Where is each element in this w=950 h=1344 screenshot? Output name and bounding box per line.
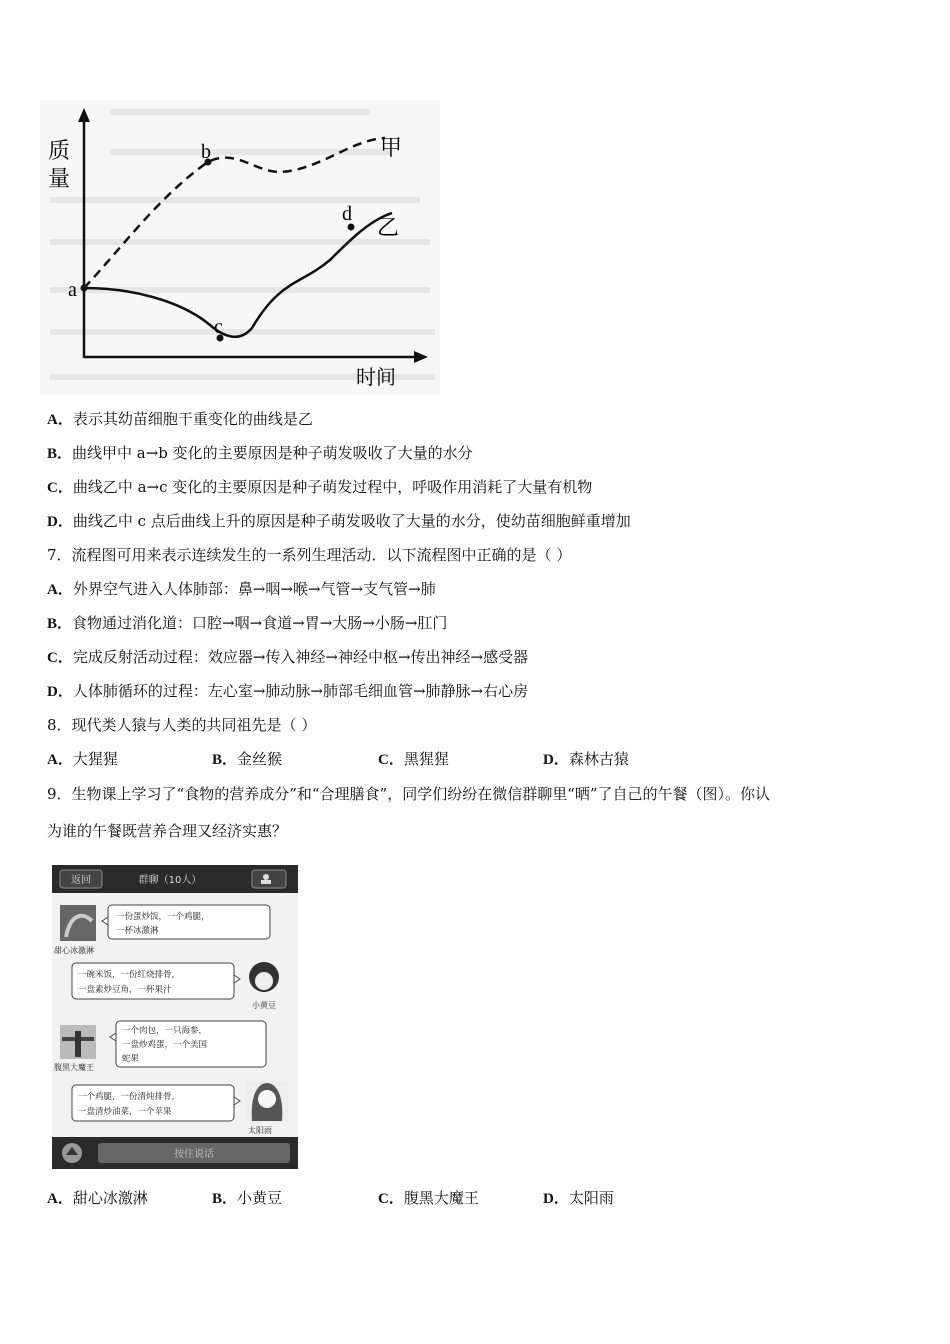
q9-option-c: C．腹黑大魔王: [378, 1189, 479, 1207]
q8-option-c: C．黑猩猩: [378, 750, 449, 768]
bubble-3-line-2: 一盘炒鸡蛋，一个美国: [122, 1040, 208, 1050]
q9-stem-line1: 9．生物课上学习了“食物的营养成分”和“合理膳食”，同学们纷纷在微信群聊里“晒”了自己的午餐（图）。你认: [47, 785, 771, 803]
q9-option-b: B．小黄豆: [212, 1189, 283, 1207]
q7-option-c: C．完成反射活动过程：效应器→传入神经→神经中枢→传出神经→感受器: [47, 648, 529, 666]
q6-option-d: D．曲线乙中 c 点后曲线上升的原因是种子萌发吸收了大量的水分，使幼苗细胞鲜重增加: [47, 512, 631, 530]
q7-option-d: D．人体肺循环的过程：左心室→肺动脉→肺部毛细血管→肺静脉→右心房: [47, 682, 529, 700]
q9-option-a: A．甜心冰激淋: [47, 1189, 148, 1207]
chat-title: 群聊（10人）: [138, 875, 202, 886]
bubble-1-line-1: 一份蛋炒饭，一个鸡腿，: [116, 912, 210, 922]
hold-to-talk-label: 按住说话: [174, 1149, 214, 1160]
sender-name-4: 太阳雨: [248, 1126, 272, 1135]
bubble-1-line-2: 一杯冰激淋: [116, 926, 159, 936]
group-members-icon[interactable]: [252, 870, 286, 888]
sender-name-2: 小黄豆: [252, 1001, 276, 1010]
label-jia: 甲: [380, 136, 403, 161]
q8-option-a: A．大猩猩: [47, 750, 118, 768]
q6-option-c: C．曲线乙中 a→c 变化的主要原因是种子萌发过程中，呼吸作用消耗了大量有机物: [47, 478, 593, 496]
q7-stem: 7．流程图可用来表示连续发生的一系列生理活动．以下流程图中正确的是（ ）: [47, 546, 572, 564]
bubble-2-line-1: 一碗米饭，一份红烧排骨，: [78, 970, 181, 980]
q9-stem-line2: 为谁的午餐既营养合理又经济实惠？: [47, 822, 288, 840]
bubble-4-line-1: 一个鸡腿，一份清炖排骨，: [78, 1092, 181, 1102]
bubble-3-line-1: 一个肉包，一只海参，: [122, 1026, 208, 1036]
label-c: c: [214, 316, 223, 338]
wechat-chat-screenshot: [52, 865, 298, 1169]
label-a: a: [68, 279, 77, 301]
y-label-1: 质: [48, 139, 71, 164]
x-label: 时间: [356, 365, 396, 389]
bubble-4-line-2: 一盘清炒油菜，一个苹果: [78, 1107, 172, 1117]
label-b: b: [201, 141, 211, 163]
back-label: 返回: [71, 875, 91, 886]
seed-mass-graph: [40, 100, 440, 395]
q6-option-b: B．曲线甲中 a→b 变化的主要原因是种子萌发吸收了大量的水分: [47, 444, 473, 462]
bubble-2-line-2: 一盘素炒豆角，一杯果汁: [78, 985, 172, 995]
bubble-3-line-3: 蛇果: [122, 1054, 140, 1064]
q8-option-d: D．森林古猿: [543, 750, 629, 768]
y-label-2: 量: [48, 167, 71, 192]
label-yi: 乙: [377, 216, 400, 241]
point-a: [81, 285, 88, 292]
q7-option-a: A．外界空气进入人体肺部：鼻→咽→喉→气管→支气管→肺: [47, 580, 436, 598]
label-d: d: [342, 203, 352, 225]
q8-option-b: B．金丝猴: [212, 750, 283, 768]
q6-option-a: A．表示其幼苗细胞干重变化的曲线是乙: [47, 410, 313, 428]
q8-stem: 8．现代类人猿与人类的共同祖先是（ ）: [47, 716, 317, 734]
q7-option-b: B．食物通过消化道：口腔→咽→食道→胃→大肠→小肠→肛门: [47, 614, 448, 632]
sender-name-3: 腹黑大魔王: [54, 1063, 94, 1072]
chat-message-3: [54, 1021, 266, 1072]
q9-option-d: D．太阳雨: [543, 1189, 614, 1207]
sender-name-1: 甜心冰激淋: [54, 946, 94, 955]
